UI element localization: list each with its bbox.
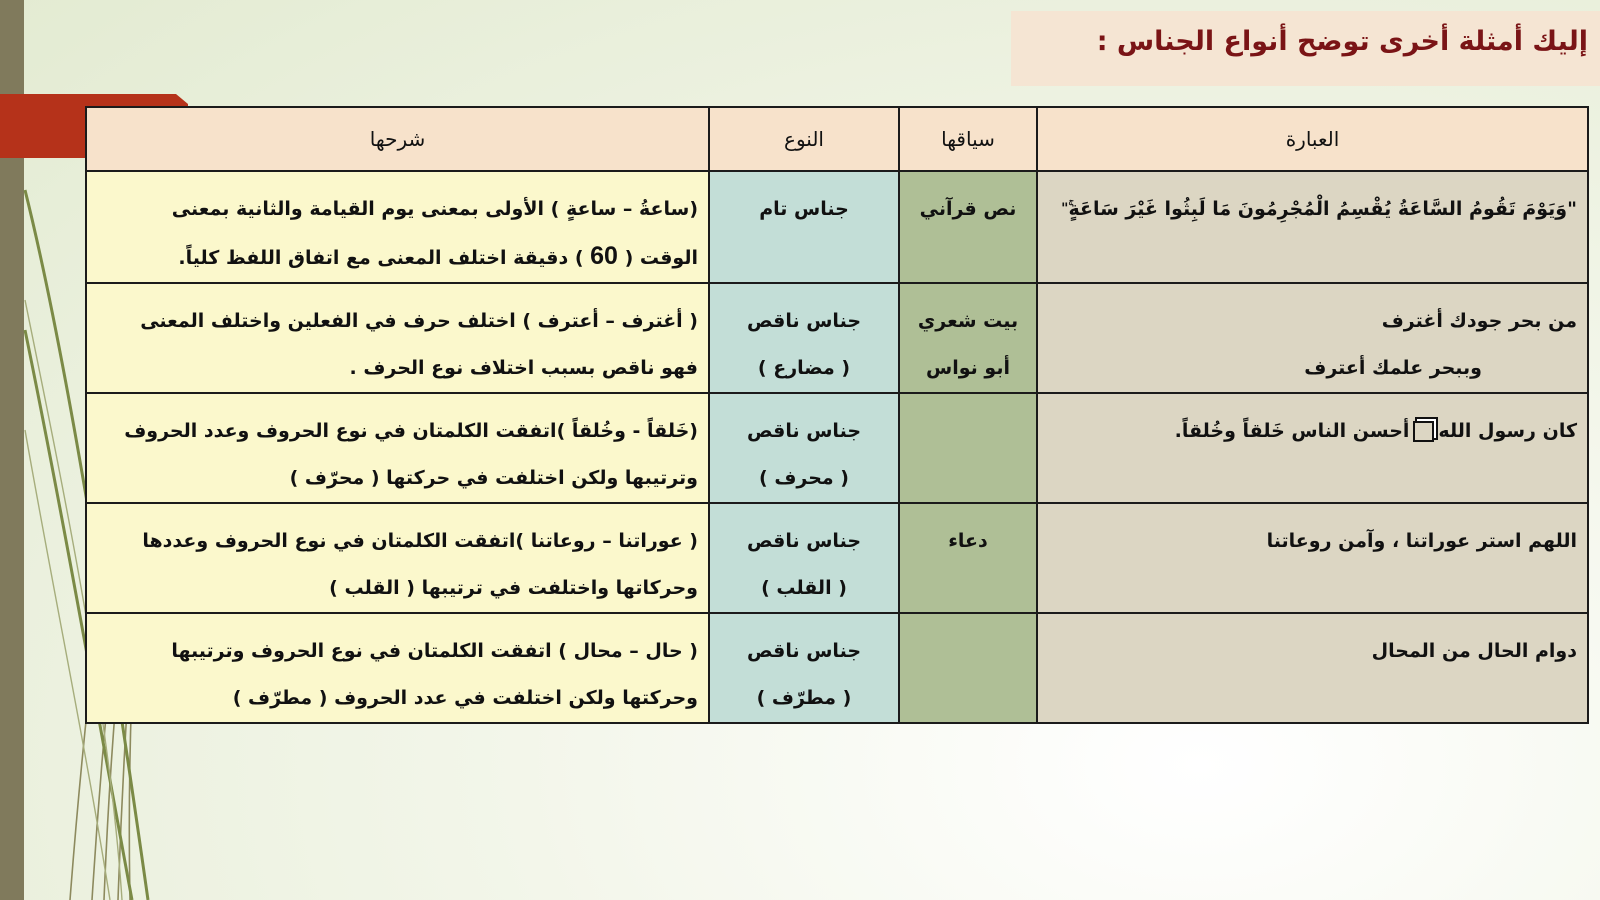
type-line: ( مطرّف ) [756, 687, 852, 709]
type-line: ( مضارع ) [757, 357, 851, 379]
phrase-cell [1037, 503, 1588, 613]
phrase-line: دوام الحال من المحال [1371, 640, 1577, 662]
square-box-icon [1413, 421, 1434, 442]
explanation-cell [86, 613, 709, 723]
context-line: أبو نواس [926, 357, 1010, 379]
type-cell [709, 613, 899, 723]
context-line: دعاء [948, 530, 988, 552]
table-row [86, 503, 1588, 613]
quran-pause-mark: ۚ" [1061, 201, 1069, 217]
explanation-cell [86, 503, 709, 613]
explanation-line: (خَلقاً - وخُلقاً )اتفقت الكلمتان في نوع الحروف وعدد الحروف [124, 420, 698, 442]
table-row [86, 283, 1588, 393]
context-cell [899, 503, 1037, 613]
explanation-cell [86, 283, 709, 393]
explanation-line: (ساعةُ – ساعةٍ ) الأولى بمعنى يوم القيامة والثانية بمعنى [171, 198, 698, 220]
context-cell [899, 393, 1037, 503]
phrase-cell [1037, 283, 1588, 393]
header-context: سياقها [899, 107, 1037, 171]
context-line: بيت شعري [917, 310, 1019, 332]
type-line: جناس ناقص [746, 530, 862, 552]
phrase-line: من بحر جودك أغترف [1381, 310, 1577, 332]
explanation-line: فهو ناقص بسبب اختلاف نوع الحرف . [349, 357, 698, 379]
context-cell [899, 171, 1037, 283]
type-cell [709, 503, 899, 613]
type-line: جناس ناقص [746, 420, 862, 442]
explanation-line: ( أغترف – أعترف ) اختلف حرف في الفعلين واختلف المعنى [140, 310, 698, 332]
context-cell [899, 613, 1037, 723]
table-header-row [86, 107, 1588, 171]
explanation-line: ( عوراتنا – روعاتنا )اتفقت الكلمتان في نوع الحروف وعددها [142, 530, 698, 552]
table-row [86, 393, 1588, 503]
phrase-line: "وَيَوْمَ تَقُومُ السَّاعَةُ يُقْسِمُ الْمُجْرِمُونَ مَا لَبِثُوا غَيْرَ سَاعَةٍۚ" [1061, 198, 1577, 220]
phrase-line: اللهم استر عوراتنا ، وآمن روعاتنا [1266, 530, 1577, 552]
phrase-cell [1037, 613, 1588, 723]
title-box [1011, 11, 1600, 86]
type-line: جناس ناقص [746, 640, 862, 662]
type-line: ( محرف ) [759, 467, 849, 489]
type-cell [709, 393, 899, 503]
phrase-cell [1037, 393, 1588, 503]
phrase-line: وببحر علمك أعترف [1304, 357, 1482, 379]
type-line: جناس ناقص [746, 310, 862, 332]
header-explanation: شرحها [86, 107, 709, 171]
table-row [86, 171, 1588, 283]
header-phrase: العبارة [1037, 107, 1588, 171]
context-line: نص قرآني [919, 198, 1017, 220]
explanation-line: ( حال – محال ) اتفقت الكلمتان في نوع الحروف وترتيبها [171, 640, 698, 662]
sixty-number: 60 [590, 242, 618, 270]
header-type: النوع [709, 107, 899, 171]
jinas-examples-table [85, 106, 1589, 724]
context-cell [899, 283, 1037, 393]
type-cell [709, 283, 899, 393]
phrase-line: كان رسول اللهأحسن الناس خَلقاً وخُلقاً. [1174, 420, 1577, 442]
explanation-line: وحركاتها واختلفت في ترتيبها ( القلب ) [329, 577, 698, 599]
table-row [86, 613, 1588, 723]
explanation-line: وحركتها ولكن اختلفت في عدد الحروف ( مطرّف ) [232, 687, 698, 709]
explanation-cell [86, 171, 709, 283]
type-line: ( القلب ) [761, 577, 847, 599]
type-cell [709, 171, 899, 283]
page-title: إليك أمثلة أخرى توضح أنواع الجناس : [1096, 26, 1588, 57]
explanation-cell [86, 393, 709, 503]
explanation-line: وترتيبها ولكن اختلفت في حركتها ( محرّف ) [289, 467, 698, 489]
phrase-cell [1037, 171, 1588, 283]
explanation-line: الوقت ( 60 ) دقيقة اختلف المعنى مع اتفاق اللفظ كلياً. [178, 242, 698, 270]
type-line: جناس تام [759, 198, 849, 220]
